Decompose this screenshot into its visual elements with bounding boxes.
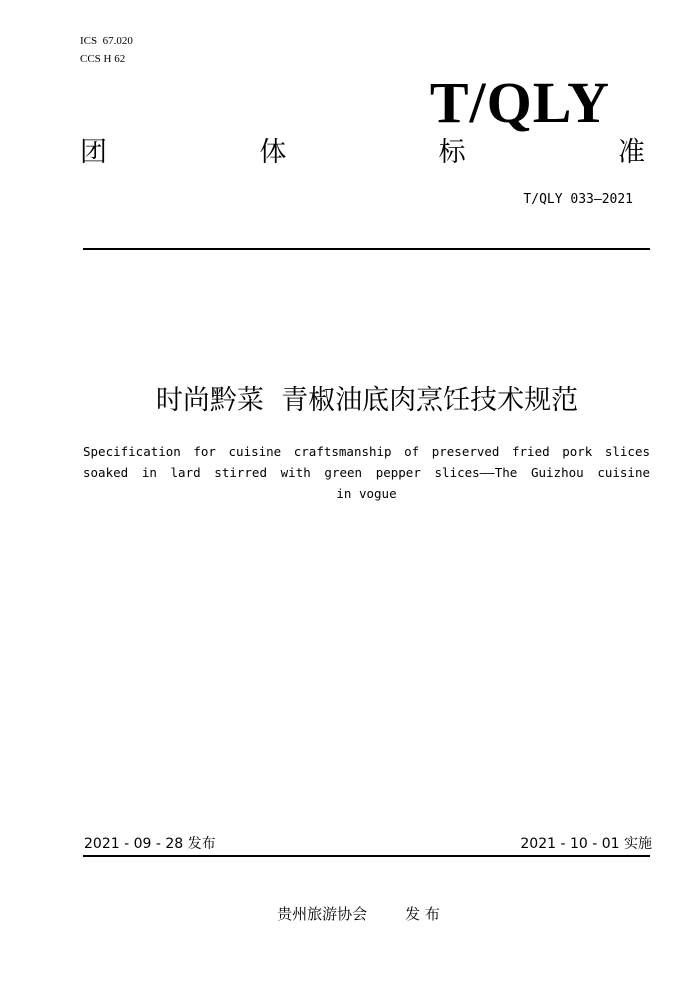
standard-type-char: 体 (259, 137, 287, 168)
english-title-line: soaked in lard stirred with green pepper slices——The Guizhou cuisine (83, 465, 650, 480)
document-title-chinese: 时尚黔菜 青椒油底肉烹饪技术规范 (155, 385, 579, 416)
publisher-name: 贵州旅游协会 (277, 905, 368, 923)
standard-number: T/QLY 033—2021 (523, 192, 633, 207)
footer-divider (83, 855, 650, 857)
implementation-date: 2021 - 10 - 01 实施 (520, 836, 652, 852)
issue-date: 2021 - 09 - 28 发布 (84, 836, 216, 852)
document-title-english (83, 441, 650, 504)
english-title-line: in vogue (336, 486, 397, 501)
standard-type-char: 准 (617, 137, 645, 168)
header-divider (83, 248, 650, 250)
standard-type-char: 标 (438, 137, 466, 168)
standard-logo: T/QLY (429, 70, 610, 135)
standard-type-char: 团 (80, 137, 107, 168)
publisher-line (0, 903, 700, 925)
publish-action: 发 布 (405, 905, 440, 923)
ccs-code: CCS H 62 (80, 53, 126, 65)
standard-type-heading (80, 136, 645, 170)
english-title-line: Specification for cuisine craftsmanship of preserved fried pork slices (83, 444, 650, 459)
ics-code: ICS 67.020 (80, 35, 133, 47)
